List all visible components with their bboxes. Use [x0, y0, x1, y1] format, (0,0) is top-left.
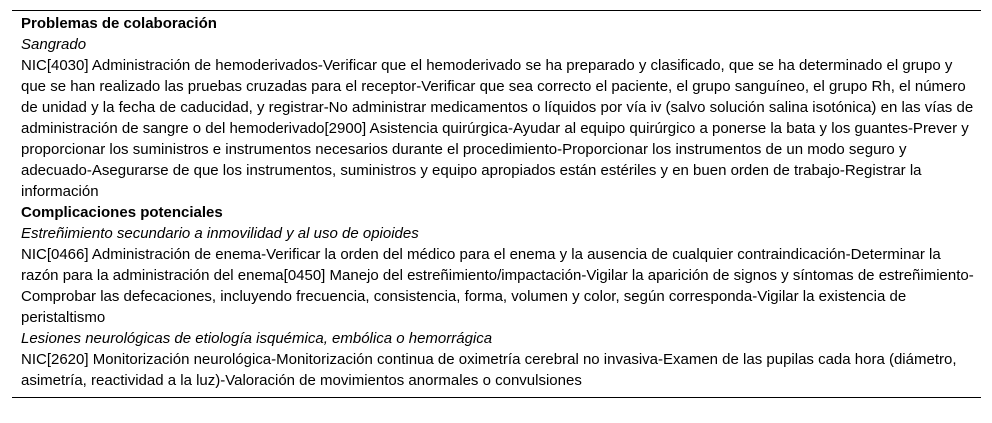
- item-title: Sangrado: [21, 36, 87, 53]
- item-text: NIC[0466] Administración de enema-Verificar la orden del médico para el enema y la ausencia de cualquier contraindicación-Determinar la razón para la administración del enema[0450] Manejo del estreñimiento/impactación-Vigilar la aparición de signos y síntomas de estreñimiento-Comprobar las defecaciones, incluyendo frecuencia, consistencia, forma, volumen y color, según corresponda-Vigilar la existencia de peristaltismo: [21, 246, 974, 326]
- item-title: Lesiones neurológicas de etiología isquémica, embólica o hemorrágica: [21, 330, 493, 347]
- care-plan-table: [12, 10, 981, 398]
- item-text: NIC[2620] Monitorización neurológica-Monitorización continua de oximetría cerebral no invasiva-Examen de las pupilas cada hora (diámetro, asimetría, reactividad a la luz)-Valoración de movimientos anormales o convulsiones: [21, 351, 957, 389]
- item-title: Estreñimiento secundario a inmovilidad y al uso de opioides: [21, 225, 419, 242]
- item-text: NIC[4030] Administración de hemoderivados-Verificar que el hemoderivado se ha preparado y clasificado, que se ha determinado el grupo y que se han realizado las pruebas cruzadas para el receptor-Verificar que sea correcto el paciente, el grupo sanguíneo, el grupo Rh, el número de unidad y la fecha de caducidad, y registrar-No administrar medicamentos o líquidos por vía iv (salvo solución salina isotónica) en las vías de administración de sangre o del hemoderivado[2900] Asistencia quirúrgica-Ayudar al equipo quirúrgico a ponerse la bata y los guantes-Prever y proporcionar los suministros e instrumentos necesarios durante el procedimiento-Proporcionar los instrumentos de un modo seguro y adecuado-Asegurarse de que los instrumentos, suministros y equipo apropiados están estériles y en buen orden de trabajo-Registrar la información: [21, 57, 974, 200]
- section-heading: Complicaciones potenciales: [21, 204, 223, 221]
- section-heading: Problemas de colaboración: [21, 15, 217, 32]
